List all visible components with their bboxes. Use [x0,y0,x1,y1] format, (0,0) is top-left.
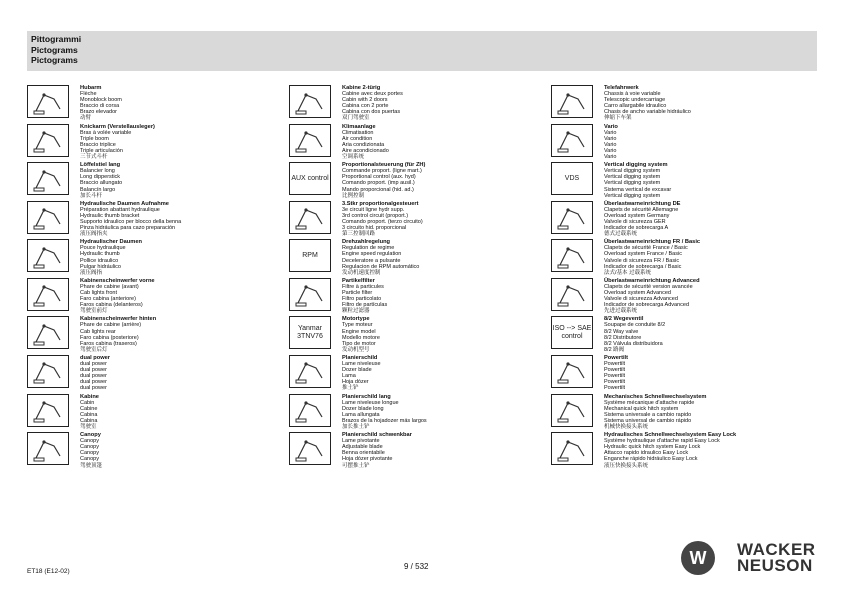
pictogram-translation: 8/2 Distributore [604,334,642,341]
pictogram-entry [551,85,799,122]
pictogram-translation: Pollice idraulico [80,257,119,264]
hyd-quick-hitch-icon [551,432,593,465]
pictogram-translation: Monoblock boom [80,97,122,104]
pictogram-translation: 驾驶室 [80,423,97,430]
powertilt-icon [551,355,593,388]
pictogram-translation: Faros cabina (delanteros) [80,302,143,309]
pictogram-translation: 先进过载系统 [604,308,638,315]
pictogram-translation: 液压阀指 [80,269,103,276]
pictogram-translation: Deceleratore a pulsante [342,257,401,264]
pictogram-translation: Powertilt [604,361,626,368]
pictogram-translation: 动臂 [80,115,92,122]
pictogram-translation: Pinza hidráulica para cazo preparación [80,225,176,232]
pictogram-entry [289,162,537,199]
pictogram-translation: dual power [80,367,107,374]
pictogram-translation: Enganche rápido hidráulico Easy Lock [604,456,698,463]
telescopic-undercarriage-icon [551,85,593,118]
pictogram-entry [27,316,275,353]
pictogram-translation: Telescopic undercarriage [604,97,666,104]
pictogram-entry [551,162,799,199]
pictogram-translation: Aria condizionata [342,141,385,148]
pictogram-translation: Filtre à particules [342,283,384,290]
pictogram-entry [551,355,799,392]
pictogram-entry [551,316,799,353]
pictogram-translation: Cabina con dos puertas [342,109,401,116]
pictogram-translation: Braccio triplice [80,141,116,148]
pictogram-translation: Braccio di corsa [80,103,120,110]
pictogram-translation: 法式/基本 过载系统 [604,269,652,276]
pictogram-translation: Valvole di sicurezza Advanced [604,296,678,303]
pictogram-translation: Air condition [342,135,373,142]
page-number: 9 / 532 [404,562,429,571]
pictogram-translation: 空调系统 [342,154,365,161]
pictogram-translation: Indicador de sobrecarga A [604,225,669,232]
pictogram-translation: Cabina [80,417,98,424]
pictogram-title: Knickarm (Verstellausleger) [80,123,155,130]
pictogram-translation: Canopy [80,444,99,451]
pictogram-title: Überlastwarneinrichtung Advanced [604,277,700,284]
boom-icon [27,85,69,118]
third-circuit-icon [289,201,331,234]
pictogram-entry [551,124,799,161]
pictogram-title: Hydraulisches Schnellwechselsystem Easy Lock [604,432,737,439]
pictogram-entry [289,124,537,161]
page-header [27,31,817,71]
pictogram-translation: 3e circuit ligne hydr supp. [342,206,405,213]
pictogram-title: Drehzahlregelung [342,239,391,246]
pictogram-translation: 第三控制回路 [342,231,376,238]
pictogram-title: Vario [604,123,618,130]
pictogram-translation: Powertilt [604,385,626,392]
pictogram-entry [289,316,537,353]
pictogram-translation: Valvole di sicurezza FR / Basic [604,257,680,264]
pictogram-entry [289,201,537,238]
pictogram-translation: Cabine avec deux portes [342,91,403,98]
pictogram-translation: Climatisation [342,129,374,136]
pictogram-title: 3.Stkr proportionalgesteuert [342,200,419,207]
pictogram-translation: 发动机型号 [342,346,370,353]
dozer-blade-icon [289,355,331,388]
pictogram-translation: Cabina con 2 porte [342,103,389,110]
pictogram-translation: Hoja dózer pivotante [342,456,393,463]
thumb-bracket-icon [27,201,69,234]
pictogram-translation: Comando proport. (imp ausil.) [342,180,415,187]
pictogram-translation: 推土铲 [342,385,359,392]
pictogram-column [27,85,275,471]
pictogram-translation: Vario [604,154,617,161]
pictogram-translation: Chassis à voie variable [604,91,661,98]
pictogram-translation: 颗粒过滤器 [342,308,370,315]
engine-type-icon: Yanmar 3TNV76 [289,316,331,349]
pictogram-translation: Powertilt [604,367,626,374]
pictogram-translation: Préparation abattant hydraulique [80,206,160,213]
pictogram-title: Kabine 2-türig [342,85,381,91]
pictogram-entry [27,278,275,315]
dozer-blade-swivel-icon [289,432,331,465]
pictogram-translation: Supporto idraulico per blocco della benna [80,218,182,225]
pictogram-translation: Chasis de ancho variable hidráulico [604,109,691,116]
pictogram-translation: Hydraulic quick hitch system Easy Lock [604,444,701,451]
pictogram-translation: 三节式斗杆 [80,154,108,161]
pictogram-translation: Canopy [80,438,99,445]
pictogram-translation: Vario [604,129,617,136]
pictogram-translation: Adjustable blade [342,444,383,451]
pictogram-translation: Sistema vertical de excavar [604,186,672,193]
pictogram-entry [551,278,799,315]
rear-light-icon [27,316,69,349]
pictogram-translation: Engine model [342,328,376,335]
snowflake-icon [289,124,331,157]
pictogram-entry [289,432,537,469]
pictogram-translation: Cab lights rear [80,328,116,335]
pictogram-entry [289,278,537,315]
pictogram-entry [289,355,537,392]
pictogram-translation: Lama [342,373,356,380]
vario-icon [551,124,593,157]
pictogram-entry [27,432,275,469]
cabin-icon [27,394,69,427]
pictogram-translation: 8/2 Way valve [604,328,639,335]
pictogram-translation: Mechanical quick hitch system [604,405,679,412]
cabin-2door-icon [289,85,331,118]
pictogram-translation: 发动机速度控制 [342,269,381,276]
pictogram-translation: 加长斗杆 [80,192,103,199]
pictogram-title: Canopy [80,432,101,439]
pictogram-translation: Phare de cabine (arrière) [80,322,142,329]
pictogram-translation: Clapets de sécurité version avancée [604,283,693,290]
rpm-icon: RPM [289,239,331,272]
pictogram-entry [27,355,275,392]
brand-logo [681,541,816,575]
pictogram-entry [27,201,275,238]
pictogram-title: Proportionalsteuerung (für ZH) [342,162,426,169]
pictogram-translation: 伸缩下车架 [604,115,632,122]
pictogram-translation: Indicador de sobrecarga / Basic [604,263,682,270]
pictogram-translation: Cabine [80,405,98,412]
pictogram-title: Kabinenscheinwerfer hinten [80,316,157,323]
pictogram-translation: Powertilt [604,379,626,386]
pictogram-translation: Vario [604,147,617,154]
pictogram-title: Kabine [80,393,99,400]
pictogram-translation: Cabina [80,411,98,418]
pictogram-translation: Faros cabina (traseros) [80,340,137,347]
pictogram-translation: Pulgar hidráulico [80,263,121,270]
pictogram-entry [27,85,275,122]
pictogram-translation: Overload system Germany [604,212,670,219]
pictogram-title: Hydraulische Daumen Aufnahme [80,200,169,207]
pictogram-translation: Benna orientabile [342,450,385,457]
pictogram-translation: Phare de cabine (avant) [80,283,139,290]
pictogram-translation: Pouce hydraulique [80,245,126,252]
vds-icon: VDS [551,162,593,195]
pictogram-title: Überlastwarneinrichtung DE [604,200,681,207]
pictogram-translation: Regulation de regime [342,245,395,252]
pictogram-translation: 德式过载系统 [604,231,638,238]
pictogram-translation: Vertical digging system [604,180,661,187]
pictogram-title: Kabinenscheinwerfer vorne [80,277,155,284]
pictogram-translation: Vertical digging system [604,168,661,175]
pictogram-entry [289,85,537,122]
pictogram-translation: Overload system France / Basic [604,251,682,258]
pictogram-title: Vertical digging system [604,162,668,169]
pictogram-translation: Triple boom [80,135,109,142]
pictogram-translation: 加长推土铲 [342,423,370,430]
pictogram-translation: Dozer blade [342,367,372,374]
pictogram-entry [27,394,275,431]
pictogram-translation: 双门驾驶室 [342,115,370,122]
pictogram-title: Hubarm [80,85,102,91]
pictogram-translation: Lame pivotante [342,438,380,445]
pictogram-title: Motortype [342,316,370,323]
pictogram-translation: Triple articulación [80,147,123,154]
pictogram-translation: Particle filter [342,290,373,296]
pictogram-column [289,85,537,471]
pictogram-title: Klimaanlage [342,123,376,130]
pictogram-translation: Faro cabina (anteriore) [80,296,136,303]
quick-hitch-icon [551,394,593,427]
pictogram-entry [27,162,275,199]
pictogram-title: Planierschild schwenkbar [342,432,412,439]
pictogram-translation: dual power [80,361,107,368]
brand-line2: NEUSON [737,556,813,575]
pictogram-title: dual power [80,354,111,361]
pictogram-translation: 3 circuito hid. proporcional [342,225,407,232]
pictogram-translation: Système hydraulique d'attache rapid Easy Lock [604,438,720,445]
pictogram-column [551,85,799,471]
pictogram-translation: Vario [604,141,617,148]
pictogram-translation: Long dipperstick [80,174,121,181]
pictogram-translation: Regulacion de RPM automático [342,263,420,270]
pictogram-title: Telefahrwerk [604,85,639,91]
header-title-it: Pittogrammi [31,34,82,44]
pictogram-translation: Flèche [80,91,97,98]
pictogram-translation: Comando proport. (terzo circuito) [342,218,423,225]
pictogram-translation: 3rd control circuit (proport.) [342,212,409,219]
pictogram-translation: 机械快换接头系统 [604,423,649,430]
overload-advanced-icon [551,278,593,311]
pictogram-entry [551,394,799,431]
pictogram-translation: Filtro de partículas [342,302,388,309]
pictogram-translation: dual power [80,379,107,386]
pictogram-title: Mechanisches Schnellwechselsystem [604,393,707,400]
pictogram-translation: Cabin with 2 doors [342,97,388,104]
logo-mark: W [681,541,715,575]
pictogram-translation: Commande proport. (ligne mart.) [342,168,422,175]
pictogram-translation: Sistema universal de cambio rápido [604,417,692,424]
pictogram-translation: Hoja dózer [342,379,369,386]
pictogram-translation: Hydraulic thumb [80,251,120,258]
pictogram-translation: dual power [80,373,107,380]
pictogram-title: Planierschild lang [342,393,391,400]
pictogram-translation: 液压阀指夹 [80,231,108,238]
pictogram-translation: 8/2 路阀 [604,346,625,353]
pictogram-title: Planierschild [342,354,378,361]
pictogram-translation: Lame niveleuse longue [342,399,399,406]
pictogram-entry [27,124,275,161]
pictogram-title: 8/2 Wegeventil [604,316,644,323]
pictogram-translation: 液压快换接头系统 [604,462,649,469]
pictogram-title: Powertilt [604,354,629,361]
pictogram-translation: 比例控制 [342,192,365,199]
pictogram-translation: Hydraulic thumb bracket [80,212,140,219]
pictogram-translation: Cab lights front [80,290,117,296]
header-title-en: Pictograms [31,44,78,55]
pictogram-title: Hydraulischer Daumen [80,239,142,246]
brand-line1: WACKER [737,540,816,559]
pictogram-translation: Overload system Advanced [604,290,671,296]
pictogram-translation: Clapets de sécurité Allemagne [604,206,679,213]
pictogram-entry [551,432,799,469]
pictogram-entry [551,201,799,238]
aux-joystick-icon: AUX control [289,162,331,195]
pictogram-entry [289,239,537,276]
canopy-icon [27,432,69,465]
pictogram-translation: 可摆推土铲 [342,462,370,469]
pictogram-translation: Aire acondicionado [342,147,389,154]
thumb-icon [27,239,69,272]
pictogram-translation: Mando proporcional (hid. ad.) [342,186,414,193]
document-code: ET18 (E12-02) [27,568,70,575]
pictogram-translation: dual power [80,385,107,392]
header-title-en2: Pictograms [31,55,78,66]
pictogram-translation: 驾驶室后灯 [80,346,108,353]
front-light-icon [27,278,69,311]
pictogram-translation: Lama allungata [342,411,380,418]
pictogram-translation: Engine speed regulation [342,251,402,258]
pictogram-translation: Braccio allungato [80,180,123,187]
pictogram-translation: Carro allargabile idraulico [604,103,667,110]
pictogram-title: Partikelfilter [342,277,375,284]
pictogram-title: Löffelstiel lang [80,162,121,169]
pictogram-translation: Modello motore [342,334,380,341]
pictogram-translation: Canopy [80,456,99,463]
pictogram-translation: Type moteur [342,322,373,329]
dozer-blade-long-icon [289,394,331,427]
pictogram-translation: Indicador de sobrecarga Advanced [604,302,690,309]
pictogram-translation: Vertical digging system [604,174,661,181]
pictogram-translation: Attacco rapido idraulico Easy Lock [604,450,689,457]
pictogram-entry [551,239,799,276]
pictogram-translation: Soupape de conduite 8/2 [604,322,666,329]
dual-power-icon [27,355,69,388]
overload-fr-icon [551,239,593,272]
pictogram-entry [289,394,537,431]
pictogram-translation: Vario [604,135,617,142]
pictogram-translation: Valvole di sicurezza GER [604,218,666,225]
pictogram-translation: Canopy [80,450,99,457]
pictogram-translation: Bras à volée variable [80,129,132,136]
pictogram-translation: Proportional control (aux. hyd) [342,174,416,181]
pictogram-translation: Lame niveleuse [342,361,381,368]
pictogram-translation: Tipo de motor [342,340,376,347]
pictogram-translation: Faro cabina (posteriore) [80,334,139,341]
pictogram-translation: Clapets de sécurité France / Basic [604,245,688,252]
overload-de-icon [551,201,593,234]
long-dipper-icon [27,162,69,195]
pictogram-translation: Vertical digging system [604,192,661,199]
knickarm-icon [27,124,69,157]
pictogram-translation: Dozer blade long [342,405,384,412]
pictogram-title: Überlastwarneinrichtung FR / Basic [604,239,701,246]
pictogram-translation: Système mécanique d'attache rapide [604,399,695,406]
pictogram-translation: 驾驶顶篷 [80,462,103,469]
pictogram-translation: Cabin [80,399,95,406]
pictogram-translation: Powertilt [604,373,626,380]
pictogram-translation: Filtro particolato [342,296,382,303]
particle-filter-icon [289,278,331,311]
pictogram-entry [27,239,275,276]
pictogram-translation: Brazo elevador [80,109,117,116]
pictogram-translation: 8/2 Válvula distribuidora [604,340,663,347]
valve-icon: ISO --> SAE control [551,316,593,349]
pictogram-translation: Sistema universale a cambio rapido [604,411,692,418]
pictogram-translation: Balancier long [80,168,115,175]
pictogram-translation: Balancín largo [80,186,116,193]
pictogram-translation: Brazos de la hojadozer más largos [342,417,427,424]
pictogram-translation: 驾驶室前灯 [80,308,108,315]
